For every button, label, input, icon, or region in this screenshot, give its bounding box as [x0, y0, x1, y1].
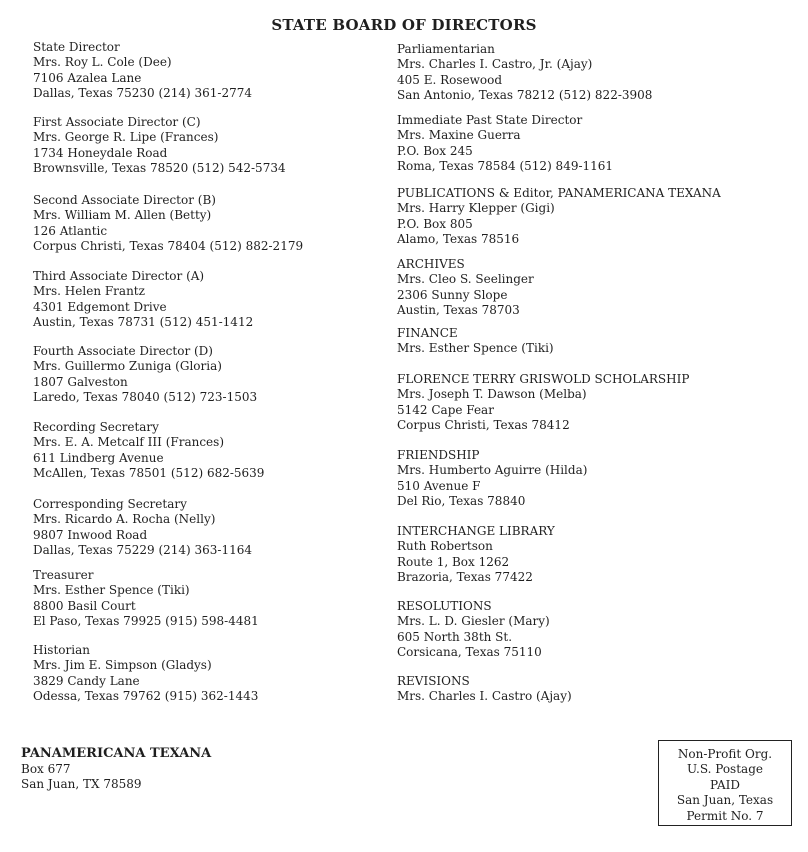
officer-name: Mrs. E. A. Metcalf III (Frances) — [33, 435, 224, 450]
chair-city: Brazoria, Texas 77422 — [397, 569, 533, 584]
officer-block-first-associate — [33, 115, 383, 176]
officer-name: Mrs. Maxine Guerra — [397, 128, 521, 143]
officer-address: 3829 Candy Lane — [33, 673, 140, 688]
chair-city: Austin, Texas 78703 — [397, 302, 520, 317]
committee-title: FLORENCE TERRY GRISWOLD SCHOLARSHIP — [397, 372, 690, 386]
committee-title: RESOLUTIONS — [397, 599, 492, 613]
committee-title: FINANCE — [397, 326, 458, 340]
chair-city: Corsicana, Texas 75110 — [397, 644, 542, 659]
chair-city: Corpus Christi, Texas 78412 — [397, 417, 570, 432]
officer-block-historian — [33, 643, 383, 704]
officer-city-phone: Dallas, Texas 75229 (214) 363-1164 — [33, 542, 253, 557]
chair-city: Del Rio, Texas 78840 — [397, 493, 526, 508]
officer-name: Mrs. George R. Lipe (Frances) — [33, 130, 219, 145]
officer-address: 8800 Basil Court — [33, 598, 136, 613]
officer-name: Mrs. Esther Spence (Tiki) — [33, 583, 190, 598]
officer-city-phone: Laredo, Texas 78040 (512) 723-1503 — [33, 389, 258, 404]
officer-city-phone: Brownsville, Texas 78520 (512) 542-5734 — [33, 160, 286, 175]
officer-name: Mrs. Roy L. Cole (Dee) — [33, 55, 172, 70]
committee-block-resolutions — [397, 599, 797, 660]
postage-indicia-box — [658, 740, 792, 826]
officer-address: 126 Atlantic — [33, 223, 108, 238]
postage-paid: PAID — [710, 777, 740, 792]
officer-name: Mrs. William M. Allen (Betty) — [33, 208, 212, 223]
officer-city-phone: McAllen, Texas 78501 (512) 682-5639 — [33, 465, 265, 480]
chair-name: Mrs. Charles I. Castro (Ajay) — [397, 689, 572, 704]
chair-address: Route 1, Box 1262 — [397, 554, 510, 569]
chair-address: 605 North 38th St. — [397, 629, 513, 644]
officer-city-phone: San Antonio, Texas 78212 (512) 822-3908 — [397, 87, 653, 102]
chair-address: 510 Avenue F — [397, 478, 481, 493]
chair-name: Mrs. Humberto Aguirre (Hilda) — [397, 463, 588, 478]
officer-name: Mrs. Helen Frantz — [33, 284, 145, 299]
officer-address: 611 Lindberg Avenue — [33, 450, 164, 465]
chair-name: Mrs. Cleo S. Seelinger — [397, 272, 534, 287]
officer-block-parliamentarian — [397, 42, 797, 103]
committee-title: PUBLICATIONS & Editor, PANAMERICANA TEXANA — [397, 186, 721, 200]
office-title: Immediate Past State Director — [397, 113, 583, 127]
publisher-box: Box 677 — [21, 762, 71, 776]
postage-permit: Permit No. 7 — [686, 808, 764, 823]
postage-label: U.S. Postage — [687, 762, 763, 777]
chair-name: Ruth Robertson — [397, 539, 493, 554]
office-title: Treasurer — [33, 568, 94, 582]
officer-name: Mrs. Ricardo A. Rocha (Nelly) — [33, 512, 216, 527]
officer-city-phone: El Paso, Texas 79925 (915) 598-4481 — [33, 613, 259, 628]
chair-address: 5142 Cape Fear — [397, 402, 494, 417]
office-title: State Director — [33, 40, 120, 54]
chair-name: Mrs. Esther Spence (Tiki) — [397, 341, 554, 356]
postage-org-type: Non-Profit Org. — [677, 747, 773, 761]
committee-block-archives — [397, 257, 797, 318]
office-title: First Associate Director (C) — [33, 115, 201, 129]
page-title: STATE BOARD OF DIRECTORS — [271, 16, 537, 34]
committee-block-publications — [397, 186, 797, 247]
officer-city-phone: Roma, Texas 78584 (512) 849-1161 — [397, 158, 614, 173]
committee-block-scholarship — [397, 372, 797, 433]
office-title: Fourth Associate Director (D) — [33, 344, 213, 358]
committee-block-friendship — [397, 448, 797, 509]
officer-block-fourth-associate — [33, 344, 383, 405]
officer-block-past-state-director — [397, 113, 797, 174]
office-title: Corresponding Secretary — [33, 497, 187, 511]
officer-address: 1734 Honeydale Road — [33, 145, 168, 160]
officer-address: 405 E. Rosewood — [397, 72, 503, 87]
office-title: Parliamentarian — [397, 42, 495, 56]
officer-city-phone: Odessa, Texas 79762 (915) 362-1443 — [33, 688, 259, 703]
officer-address: 9807 Inwood Road — [33, 527, 148, 542]
committee-title: FRIENDSHIP — [397, 448, 480, 462]
officer-block-third-associate — [33, 269, 383, 330]
officer-city-phone: Austin, Texas 78731 (512) 451-1412 — [33, 314, 254, 329]
chair-city: Alamo, Texas 78516 — [397, 231, 520, 246]
chair-address: 2306 Sunny Slope — [397, 287, 508, 302]
officer-block-corresponding-secretary — [33, 497, 383, 558]
committee-block-finance — [397, 326, 797, 357]
postage-city: San Juan, Texas — [676, 793, 774, 808]
officer-name: Mrs. Charles I. Castro, Jr. (Ajay) — [397, 57, 593, 72]
officer-address: 4301 Edgemont Drive — [33, 299, 167, 314]
office-title: Second Associate Director (B) — [33, 193, 216, 207]
committee-block-revisions — [397, 674, 797, 705]
office-title: Historian — [33, 643, 90, 657]
officer-address: 7106 Azalea Lane — [33, 70, 142, 85]
office-title: Recording Secretary — [33, 420, 159, 434]
chair-name: Mrs. Joseph T. Dawson (Melba) — [397, 387, 587, 402]
committee-title: ARCHIVES — [397, 257, 465, 271]
publisher-city: San Juan, TX 78589 — [21, 777, 142, 792]
officer-name: Mrs. Guillermo Zuniga (Gloria) — [33, 359, 222, 374]
officer-block-treasurer — [33, 568, 383, 629]
officer-city-phone: Corpus Christi, Texas 78404 (512) 882-2179 — [33, 238, 304, 253]
committee-title: REVISIONS — [397, 674, 470, 688]
publisher-name: PANAMERICANA TEXANA — [21, 746, 212, 761]
publisher-return-address — [21, 745, 211, 793]
officer-address: 1807 Galveston — [33, 374, 128, 389]
officer-block-recording-secretary — [33, 420, 383, 481]
officer-name: Mrs. Jim E. Simpson (Gladys) — [33, 658, 212, 673]
chair-name: Mrs. L. D. Giesler (Mary) — [397, 614, 550, 629]
committee-block-interchange-library — [397, 524, 797, 585]
officer-address: P.O. Box 245 — [397, 143, 473, 158]
chair-address: P.O. Box 805 — [397, 216, 473, 231]
office-title: Third Associate Director (A) — [33, 269, 205, 283]
officer-block-second-associate — [33, 193, 383, 254]
officer-city-phone: Dallas, Texas 75230 (214) 361-2774 — [33, 85, 253, 100]
officer-block-state-director — [33, 40, 383, 101]
chair-name: Mrs. Harry Klepper (Gigi) — [397, 201, 555, 216]
committee-title: INTERCHANGE LIBRARY — [397, 524, 555, 538]
